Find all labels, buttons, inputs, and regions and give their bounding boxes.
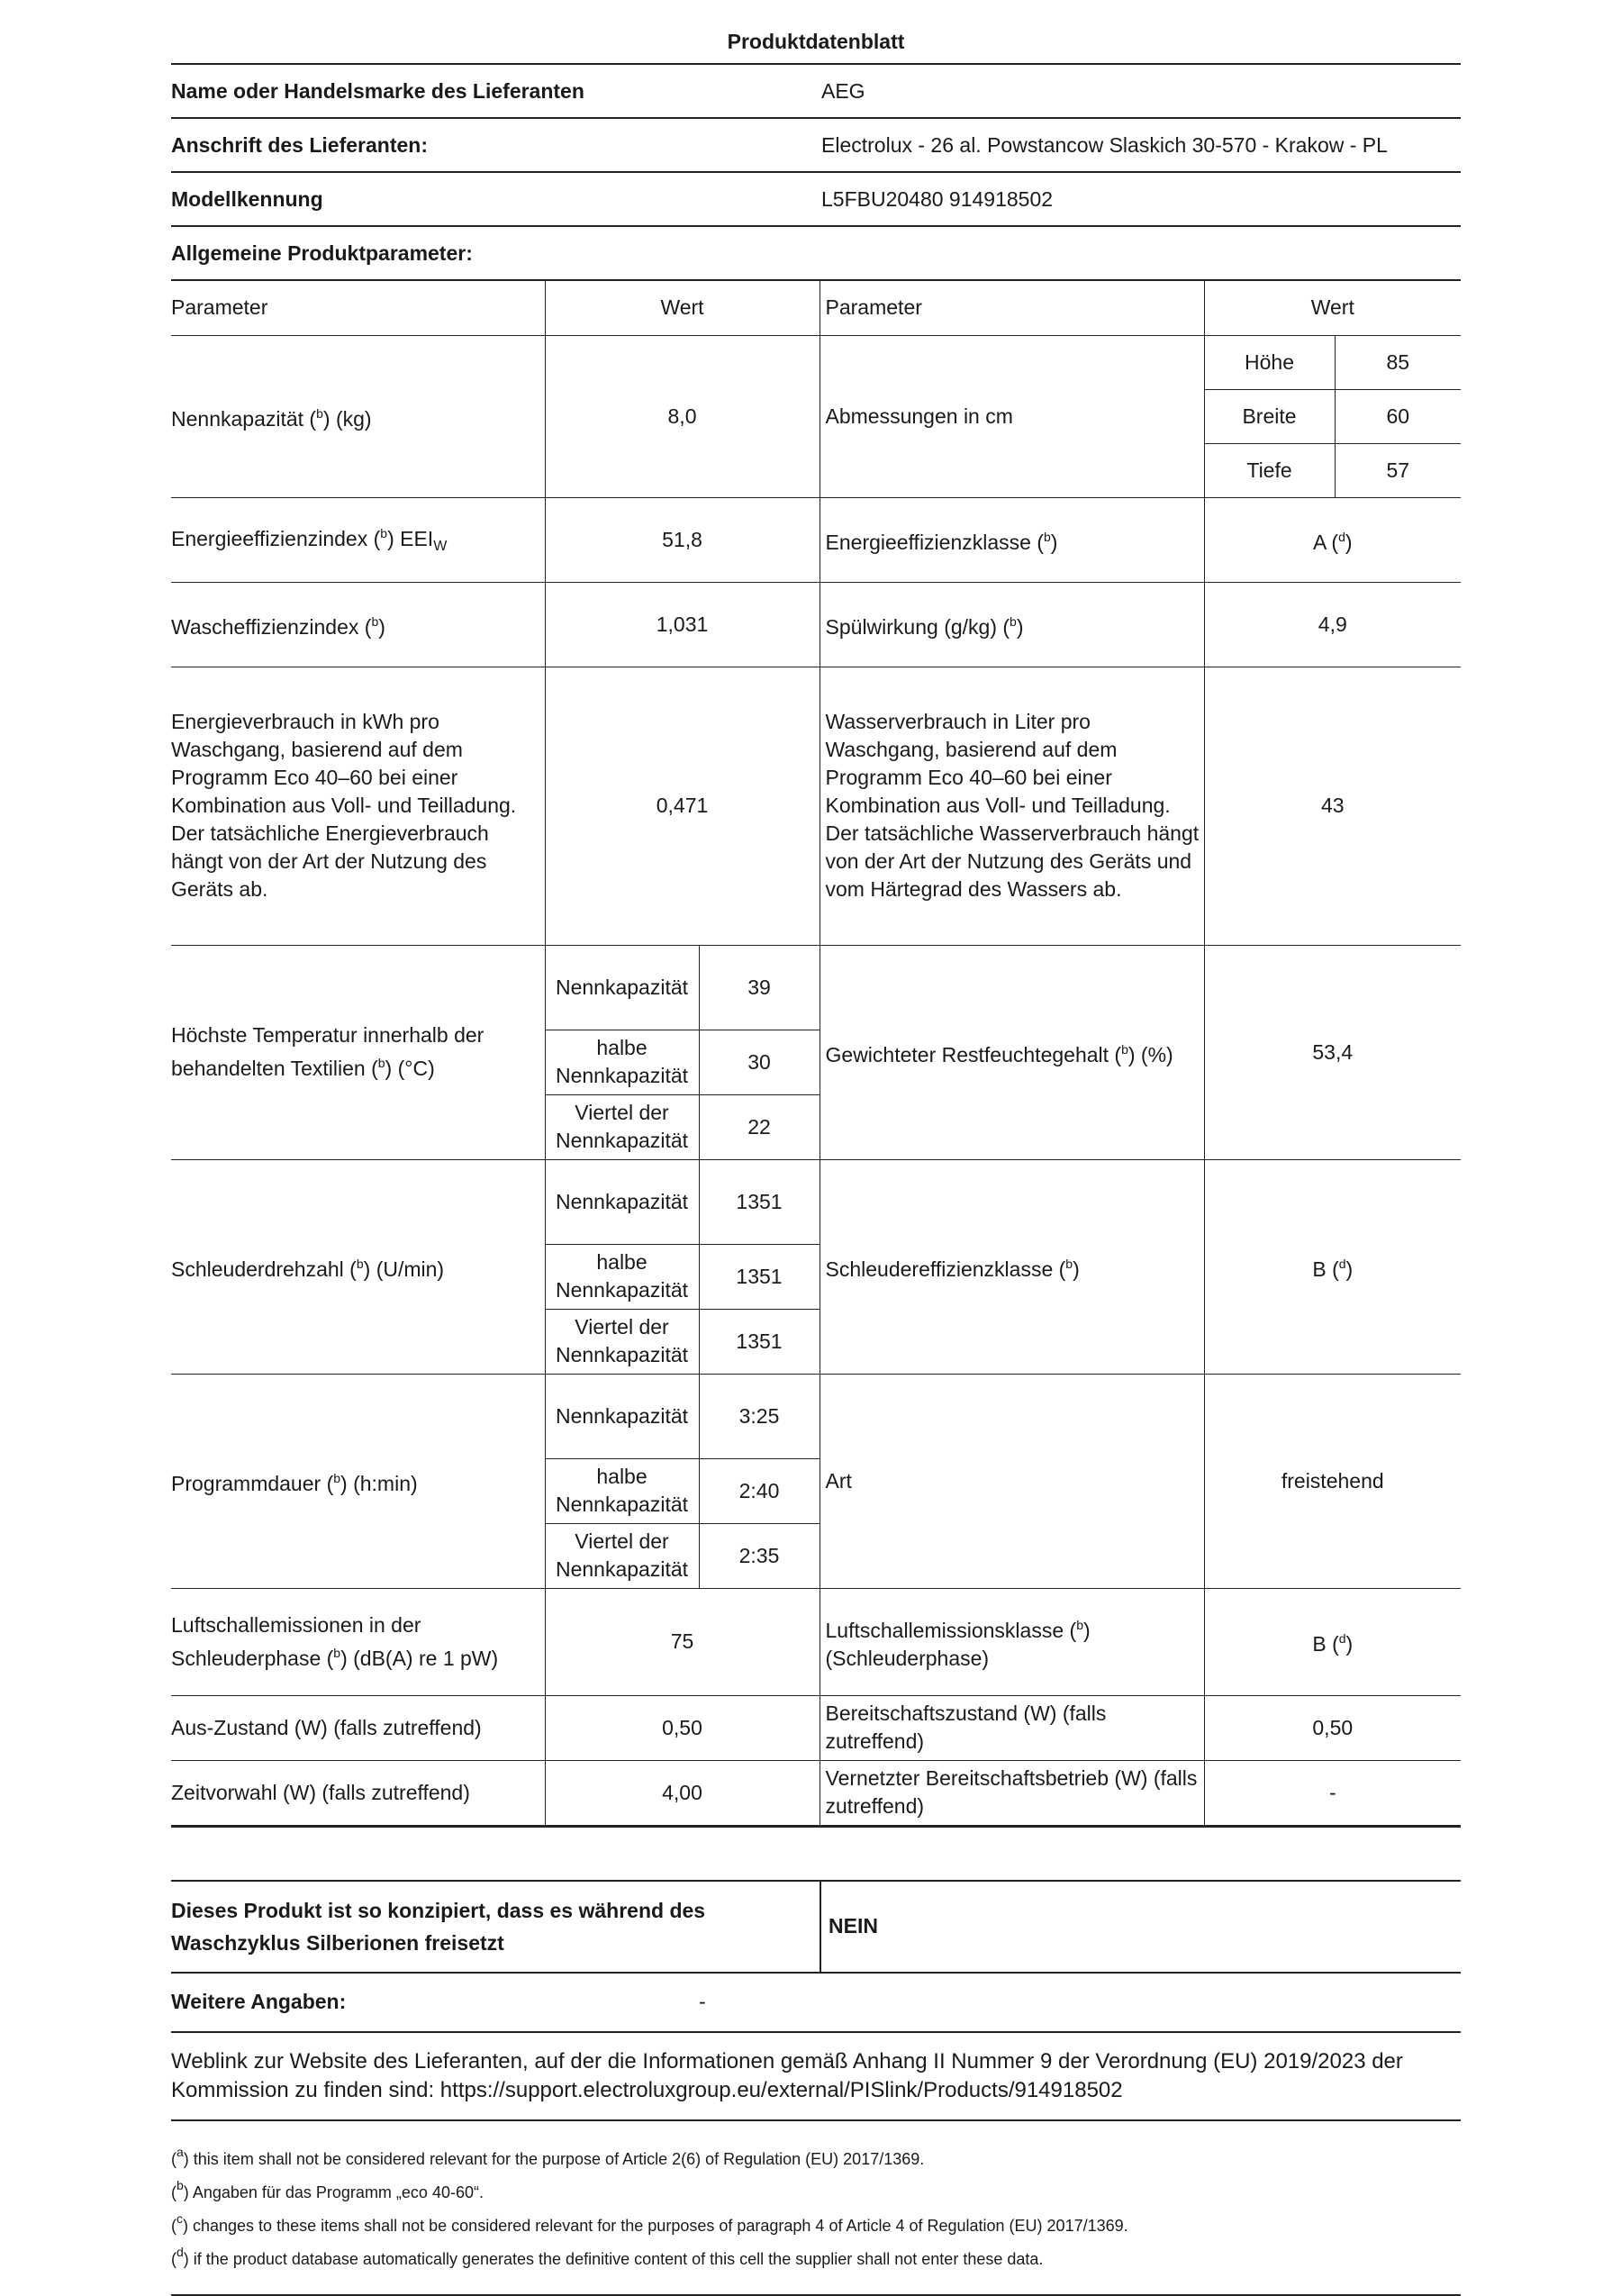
footnote: ($^b$) Angaben für das Programm „eco 40-60“. — [171, 2177, 484, 2201]
noise-class-label: Luftschallemissionsklasse ($^b$) (Schleuderphase) — [820, 1588, 1204, 1695]
table-row — [171, 1374, 1461, 1458]
capacity-value: 8,0 — [545, 335, 820, 497]
max-temp-label: Höchste Temperatur innerhalb der behandelten Textilien ($^b$) (°C) — [171, 945, 545, 1159]
depth-label: Tiefe — [1204, 443, 1335, 497]
footnotes — [171, 2121, 1461, 2296]
max-temp-full: 39 — [699, 945, 820, 1030]
load-quarter-label: Viertel der Nennkapazität — [545, 1523, 699, 1588]
model-row — [171, 173, 1461, 227]
standby-value: 0,50 — [1204, 1695, 1461, 1760]
off-mode-value: 0,50 — [545, 1695, 820, 1760]
load-half-label: halbe Nennkapazität — [545, 1244, 699, 1309]
networked-standby-value: - — [1204, 1760, 1461, 1825]
load-quarter-label: Viertel der Nennkapazität — [545, 1309, 699, 1374]
spin-speed-half: 1351 — [699, 1244, 820, 1309]
supplier-address-row — [171, 119, 1461, 173]
model-value: L5FBU20480 914918502 — [821, 186, 1054, 211]
moisture-label: Gewichteter Restfeuchtegehalt ($^b$) (%) — [820, 945, 1204, 1159]
water-consumption-value: 43 — [1204, 667, 1461, 945]
moisture-value: 53,4 — [1204, 945, 1461, 1159]
spin-class-value: B ($^d$) — [1204, 1159, 1461, 1374]
load-half-label: halbe Nennkapazität — [545, 1030, 699, 1094]
height-value: 85 — [1335, 335, 1461, 389]
wash-index-value: 1,031 — [545, 582, 820, 667]
load-quarter-label: Viertel der Nennkapazität — [545, 1094, 699, 1159]
silver-ions-value: NEIN — [829, 1914, 878, 1938]
spin-speed-quarter: 1351 — [699, 1309, 820, 1374]
load-full-label: Nennkapazität — [545, 945, 699, 1030]
table-row — [171, 1760, 1461, 1825]
product-data-sheet — [171, 23, 1461, 2296]
further-info-row — [171, 1974, 1461, 2033]
load-full-label: Nennkapazität — [545, 1374, 699, 1458]
table-header-row — [171, 281, 1461, 335]
further-info-value: - — [699, 1990, 706, 2013]
load-half-label: halbe Nennkapazität — [545, 1458, 699, 1523]
noise-label: Luftschallemissionen in der Schleuderphase ($^b$) (dB(A) re 1 pW) — [171, 1588, 545, 1695]
document-title: Produktdatenblatt — [727, 30, 905, 53]
duration-label: Programmdauer ($^b$) (h:min) — [171, 1374, 545, 1588]
header-parameter-right: Parameter — [820, 281, 1204, 335]
table-row — [171, 335, 1461, 389]
rinse-value: 4,9 — [1204, 582, 1461, 667]
duration-quarter: 2:35 — [699, 1523, 820, 1588]
header-value-right: Wert — [1204, 281, 1461, 335]
width-label: Breite — [1204, 389, 1335, 443]
delay-start-value: 4,00 — [545, 1760, 820, 1825]
model-label: Modellkennung — [171, 186, 323, 211]
standby-label: Bereitschaftszustand (W) (falls zutreffend) — [820, 1695, 1204, 1760]
footnote: ($^c$) changes to these items shall not be considered relevant for the purposes of paragraph 4 of Article 4 of Regulation (EU) 2017/1369. — [171, 2210, 1128, 2235]
noise-class-value: B ($^d$) — [1204, 1588, 1461, 1695]
wash-index-label: Wascheffizienzindex ($^b$) — [171, 582, 545, 667]
max-temp-quarter: 22 — [699, 1094, 820, 1159]
header-value-left: Wert — [545, 281, 820, 335]
supplier-name-row — [171, 65, 1461, 119]
table-row — [171, 945, 1461, 1030]
general-parameters-heading: Allgemeine Produktparameter: — [171, 227, 1461, 281]
dimensions-label: Abmessungen in cm — [820, 335, 1204, 497]
type-label: Art — [820, 1374, 1204, 1588]
max-temp-half: 30 — [699, 1030, 820, 1094]
supplier-name-value: AEG — [821, 78, 865, 103]
width-value: 60 — [1335, 389, 1461, 443]
load-full-label: Nennkapazität — [545, 1159, 699, 1244]
spin-speed-label: Schleuderdrehzahl ($^b$) (U/min) — [171, 1159, 545, 1374]
depth-value: 57 — [1335, 443, 1461, 497]
silver-ions-label: Dieses Produkt ist so konzipiert, dass es während des Waschzyklus Silberionen freisetzt — [171, 1882, 821, 1972]
duration-half: 2:40 — [699, 1458, 820, 1523]
spin-speed-full: 1351 — [699, 1159, 820, 1244]
networked-standby-label: Vernetzter Bereitschaftsbetrieb (W) (falls zutreffend) — [820, 1760, 1204, 1825]
weblink-text: Weblink zur Website des Lieferanten, auf der die Informationen gemäß Anhang II Nummer 9 der Verordnung (EU) 2019/2023 der Kommission zu finden sind: https://support.electroluxgroup.eu/external/PISlink/Products/914918502 — [171, 2033, 1461, 2121]
energy-class-label: Energieeffizienzklasse ($^b$) — [820, 497, 1204, 582]
water-consumption-label: Wasserverbrauch in Liter pro Waschgang, basierend auf dem Programm Eco 40–60 bei einer Kombination aus Voll- und Teilladung. Der tatsächliche Wasserverbrauch hängt von der Art der Nutzung des Geräts und vom Härtegrad des Wassers ab. — [820, 667, 1204, 945]
supplier-name-label: Name oder Handelsmarke des Lieferanten — [171, 78, 584, 103]
noise-value: 75 — [545, 1588, 820, 1695]
eei-label: Energieeffizienzindex ($^b$) $EEI_W$ — [171, 497, 545, 582]
energy-class-value: A ($^d$) — [1204, 497, 1461, 582]
height-label: Höhe — [1204, 335, 1335, 389]
off-mode-label: Aus-Zustand (W) (falls zutreffend) — [171, 1695, 545, 1760]
further-info-label: Weitere Angaben: — [171, 1990, 347, 2013]
silver-ions-row — [171, 1880, 1461, 1974]
capacity-label: Nennkapazität ($^b$) (kg) — [171, 335, 545, 497]
table-bottom-border — [171, 1826, 1461, 1828]
rinse-label: Spülwirkung (g/kg) ($^b$) — [820, 582, 1204, 667]
eei-value: 51,8 — [545, 497, 820, 582]
energy-consumption-label: Energieverbrauch in kWh pro Waschgang, basierend auf dem Programm Eco 40–60 bei einer Kombination aus Voll- und Teilladung. Der tatsächliche Energieverbrauch hängt von der Art der Nutzung des Geräts ab. — [171, 667, 545, 945]
supplier-address-label: Anschrift des Lieferanten: — [171, 132, 428, 157]
parameters-table — [171, 281, 1461, 1826]
duration-full: 3:25 — [699, 1374, 820, 1458]
spin-class-label: Schleudereffizienzklasse ($^b$) — [820, 1159, 1204, 1374]
footnote: ($^d$) if the product database automatically generates the definitive content of this cell the supplier shall not enter these data. — [171, 2244, 1044, 2268]
footnote: ($^a$) this item shall not be considered relevant for the purpose of Article 2(6) of Regulation (EU) 2017/1369. — [171, 2144, 925, 2168]
energy-consumption-value: 0,471 — [545, 667, 820, 945]
table-row — [171, 497, 1461, 582]
table-row — [171, 1588, 1461, 1695]
table-row — [171, 1159, 1461, 1244]
delay-start-label: Zeitvorwahl (W) (falls zutreffend) — [171, 1760, 545, 1825]
table-row — [171, 1695, 1461, 1760]
supplier-address-value: Electrolux - 26 al. Powstancow Slaskich 30-570 - Krakow - PL — [821, 132, 1388, 157]
table-row — [171, 582, 1461, 667]
type-value: freistehend — [1204, 1374, 1461, 1588]
header-parameter-left: Parameter — [171, 281, 545, 335]
table-row — [171, 667, 1461, 945]
